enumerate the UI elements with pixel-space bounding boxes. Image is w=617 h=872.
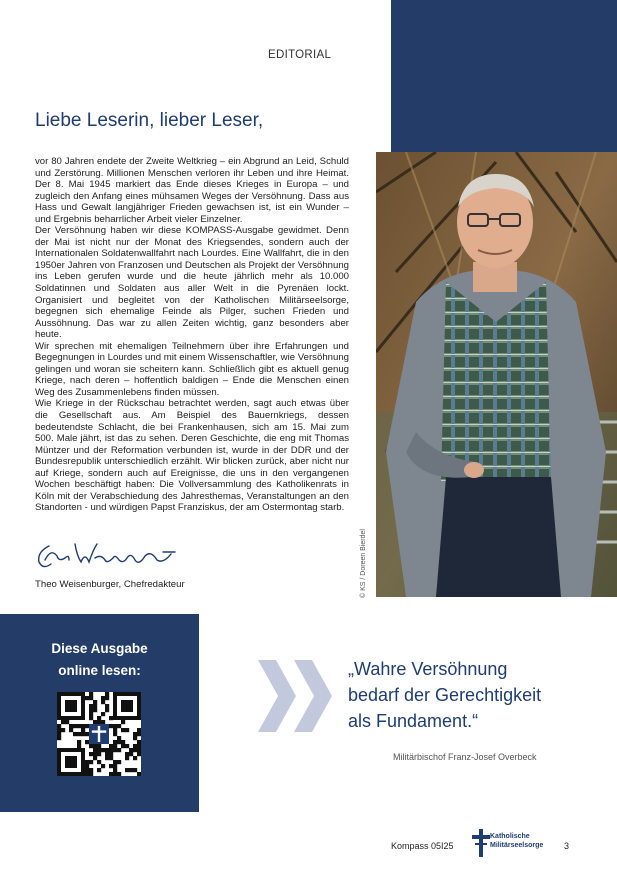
section-label: EDITORIAL — [268, 49, 332, 61]
quote-chevron-icon — [258, 660, 338, 732]
online-reading-title: Diese Ausgabe online lesen: — [51, 641, 148, 678]
author-photo-illustration — [376, 152, 617, 597]
signer-name: Theo Weisenburger, Chefredakteur — [35, 579, 185, 590]
editorial-greeting: Liebe Leserin, lieber Leser, — [35, 110, 264, 131]
pull-quote: „Wahre Versöhnung bedarf der Gerechtigkeit als Fundament.“ — [348, 659, 542, 731]
qr-code-pattern — [57, 692, 141, 776]
editorial-body — [35, 156, 349, 514]
photo-credit: © KS / Doreen Bierdel — [360, 529, 367, 598]
author-photo — [376, 152, 617, 597]
online-reading-panel — [0, 614, 199, 812]
page-number: 3 — [564, 841, 570, 851]
editorial-paragraph: vor 80 Jahren endete der Zweite Weltkrieg – ein Abgrund an Leid, Schuld und Zerstörung. Millionen Menschen verloren ihr Leben und ihre Heimat. Der 8. Mai 1945 markiert das Ende dieses Krieges in Europa – und zugleich den Anfang eines mühsamen Weges der Versöhnung. Dass aus Hass und Gewalt langjähriger Frieden gewachsen ist, ist ein Wunder – und Ergebnis beharrlicher Arbeit vieler Einzelner. — [35, 156, 349, 225]
quote-author: Militärbischof Franz-Josef Overbeck — [393, 752, 537, 762]
editorial-paragraph: Der Versöhnung haben wir diese KOMPASS-Ausgabe gewidmet. Denn der Mai ist nicht nur der Monat des Kriegsendes, sondern auch der Internationalen Soldatenwallfahrt nach Lourdes. Eine Wallfahrt, die in den 1950er Jahren von Franzosen und Deutschen als Projekt der Versöhnung ins Leben gerufen wurde und die heute jährlich mehr als 10.000 Soldatinnen und Soldaten aus aller Welt in die Pyrenäen lockt. Organisiert und begleitet von der Katholischen Militärseelsorge, begegnen sich ehemalige Feinde als Pilger, suchen Frieden und Aussöhnung. Das war zu allen Zeiten wichtig, ganz besonders aber heute. — [35, 225, 349, 341]
editorial-paragraph: Wie Kriege in der Rückschau betrachtet werden, sagt auch etwas über die Gesellschaft aus. Am Beispiel des Bauernkriegs, dessen bedeutendste Schlacht, die bei Frankenhausen, sich am 15. Mai zum 500. Male jährt, ist das zu sehen. Deren Geschichte, die eng mit Thomas Müntzer und der Reformation verbunden ist, wurde in der DDR und der Bundesrepublik unterschiedlich erzählt. Wir blicken zurück, aber nicht nur auf Kriege, sondern auch auf Ereignisse, die uns in den vergangenen Wochen beschäftigt haben: Die Vollversammlung des Katholikenrats in Köln mit der Verabschiedung des Jahresthemas, Veranstaltungen an den Standorten - und würdigen Papst Franziskus, der am Ostermontag starb. — [35, 398, 349, 514]
header-color-block — [391, 0, 617, 152]
editorial-paragraph: Wir sprechen mit ehemaligen Teilnehmern über ihre Erfahrungen und Begegnungen in Lourdes und mit einem Wissenschaftler, wie Versöhnung gelingen und woran sie scheitern kann. Schließlich gibt es aktuell genug Kriege, nach deren – hoffentlich baldigen – Ende die Menschen einen Weg des Zusammenlebens finden müssen. — [35, 340, 349, 398]
militaerseelsorge-logo — [472, 829, 552, 859]
cross-icon — [472, 829, 490, 857]
magazine-issue: Kompass 05I25 — [391, 841, 454, 851]
author-signature — [35, 538, 195, 574]
logo-text: Katholische Militärseelsorge — [490, 833, 544, 849]
qr-code[interactable] — [57, 692, 141, 776]
